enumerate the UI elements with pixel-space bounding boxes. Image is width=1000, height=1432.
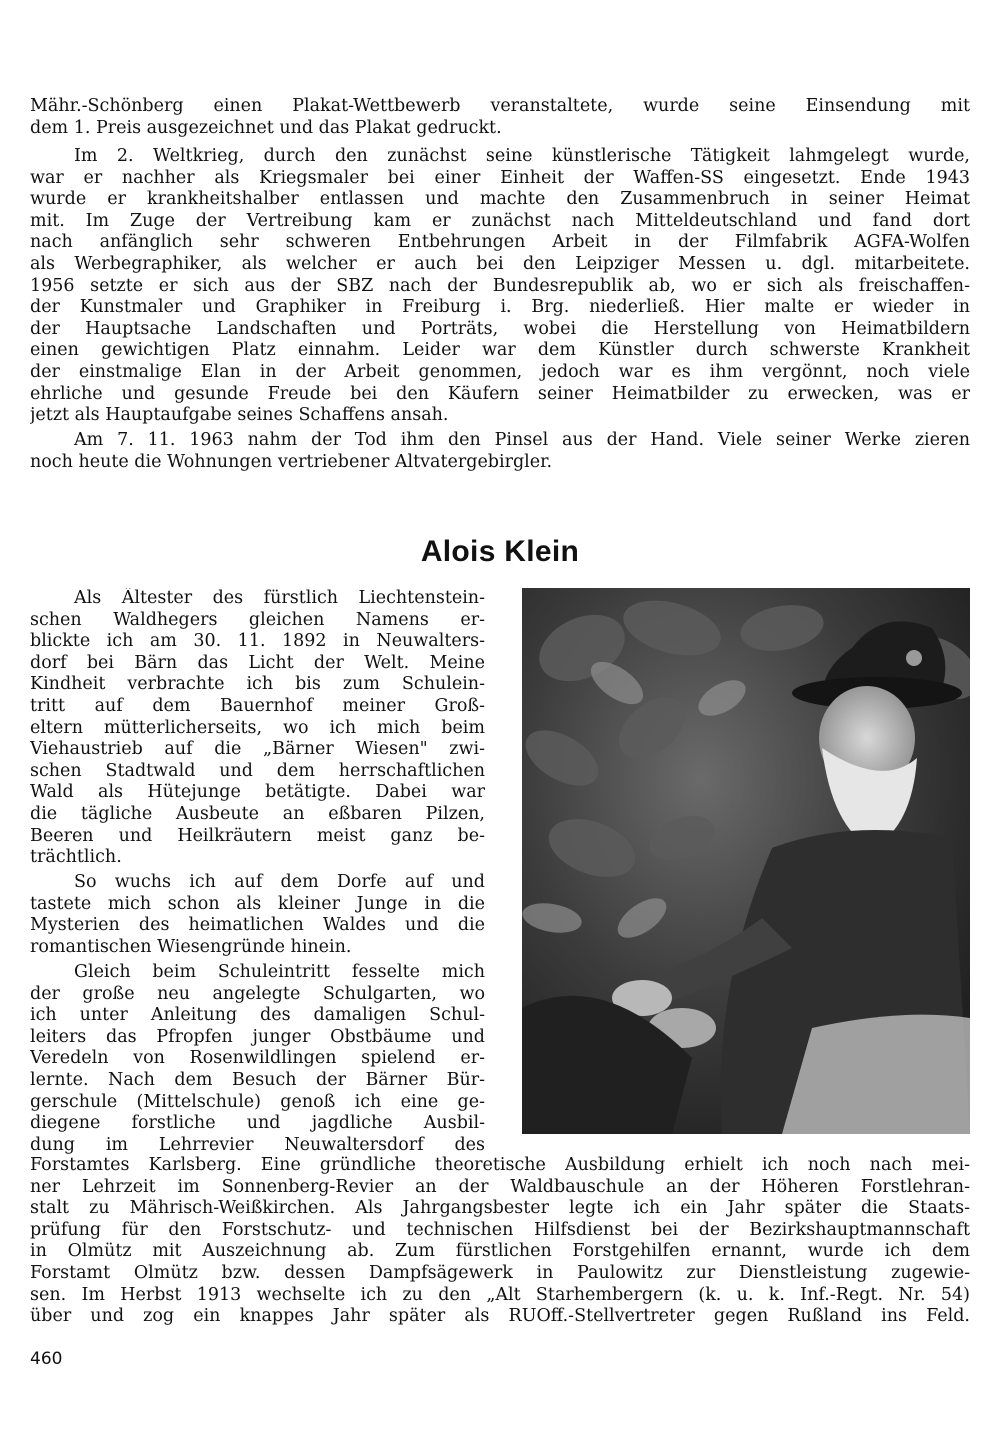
portrait-photo (522, 588, 970, 1134)
text-line: tritt auf dem Bauernhof meiner Groß- (30, 695, 485, 716)
text-line: der große neu angelegte Schulgarten, wo (30, 983, 485, 1004)
text-line: sen. Im Herbst 1913 wechselte ich zu den „Alt Starhembergern (k. u. k. Inf.-Regt. Nr. 54) (30, 1284, 970, 1305)
text-line: ehrliche und gesunde Freude bei den Käufern seiner Heimatbilder zu erwecken, was er (30, 383, 970, 404)
intro-paragraph-3 (30, 430, 970, 473)
text-line: Im 2. Weltkrieg, durch den zunächst seine künstlerische Tätigkeit lahmgelegt wurde, (74, 146, 970, 166)
text-line: Kindheit verbrachte ich bis zum Schulein- (30, 674, 485, 695)
intro-paragraph-1 (30, 96, 970, 139)
text-line: prüfung für den Forstschutz- und technischen Hilfsdienst bei der Bezirkshauptmannschaft (30, 1219, 970, 1240)
text-line: Forstamtes Karlsberg. Eine gründliche theoretische Ausbildung erhielt ich noch nach mei- (30, 1155, 970, 1175)
text-line: schen Stadtwald und dem herrschaftlichen (30, 760, 485, 781)
text-line: der einstmalige Elan in der Arbeit genommen, jedoch war es ihm vergönnt, noch viele (30, 361, 970, 382)
text-line: eltern mütterlicherseits, wo ich mich beim (30, 717, 485, 738)
intro-paragraph-2 (30, 146, 970, 427)
text-line: schen Waldhegers gleichen Namens er- (30, 609, 485, 630)
column-paragraph-1 (30, 588, 485, 869)
full-width-paragraph (30, 1155, 970, 1328)
column-paragraph-3 (30, 962, 485, 1156)
text-line: als Werbegraphiker, als welcher er auch bei den Leipziger Messen u. dgl. mitarbeitete. (30, 253, 970, 274)
text-line: gerschule (Mittelschule) genoß ich eine ge- (30, 1091, 485, 1112)
text-line: romantischen Wiesengründe hinein. (30, 936, 352, 957)
text-line: blickte ich am 30. 11. 1892 in Neuwalters- (30, 631, 485, 652)
text-line: diegene forstliche und jagdliche Ausbil- (30, 1113, 485, 1134)
text-line: Mysterien des heimatlichen Waldes und die (30, 915, 485, 936)
text-line: der Hauptsache Landschaften und Porträts, wobei die Herstellung von Heimatbildern (30, 318, 970, 339)
text-line: Forstamt Olmütz bzw. dessen Dampfsägewerk in Paulowitz zur Dienstleistung zugewie- (30, 1262, 970, 1283)
text-line: Veredeln von Rosenwildlingen spielend er- (30, 1048, 485, 1069)
text-line: dung im Lehrrevier Neuwaltersdorf des (30, 1134, 485, 1155)
text-line: wurde er krankheitshalber entlassen und machte den Zusammenbruch in seiner Heimat (30, 189, 970, 210)
text-line: Gleich beim Schuleintritt fesselte mich (74, 962, 485, 982)
text-line: tastete mich schon als kleiner Junge in die (30, 893, 485, 914)
text-line: über und zog ein knappes Jahr später als RUOff.-Stellvertreter gegen Rußland ins Feld. (30, 1306, 970, 1327)
text-line: ner Lehrzeit im Sonnenberg-Revier an der Waldbauschule an der Höheren Forstlehran- (30, 1176, 970, 1197)
text-line: lernte. Nach dem Besuch der Bärner Bür- (30, 1069, 485, 1090)
page-number: 460 (30, 1349, 63, 1369)
text-line: Viehaustrieb auf die „Bärner Wiesen" zwi- (30, 739, 485, 760)
text-line: Am 7. 11. 1963 nahm der Tod ihm den Pinsel aus der Hand. Viele seiner Werke zieren (74, 430, 970, 450)
text-line: dem 1. Preis ausgezeichnet und das Plakat gedruckt. (30, 117, 502, 138)
text-line: nach anfänglich sehr schweren Entbehrungen Arbeit in der Filmfabrik AGFA-Wolfen (30, 232, 970, 253)
text-line: Als Ältester des fürstlich Liechtenstein- (74, 588, 485, 608)
section-heading: Alois Klein (420, 535, 580, 568)
text-line: in Olmütz mit Auszeichnung ab. Zum fürstlichen Forstgehilfen ernannt, wurde ich dem (30, 1241, 970, 1262)
text-line: noch heute die Wohnungen vertriebener Altvatergebirgler. (30, 451, 553, 472)
text-line: leiters das Pfropfen junger Obstbäume und (30, 1026, 485, 1047)
text-line: jetzt als Hauptaufgabe seines Schaffens ansah. (30, 405, 449, 426)
portrait-photo-drawing (522, 588, 970, 1134)
text-line: Beeren und Heilkräutern meist ganz be- (30, 825, 485, 846)
text-line: ich unter Anleitung des damaligen Schul- (30, 1005, 485, 1026)
text-line: Wald als Hütejunge betätigte. Dabei war (30, 782, 485, 803)
text-line: einen gewichtigen Platz einnahm. Leider war dem Künstler durch schwerste Krankheit (30, 340, 970, 361)
text-line: stalt zu Mährisch-Weißkirchen. Als Jahrgangsbester legte ich ein Jahr später die Staats- (30, 1198, 970, 1219)
text-line: die tägliche Ausbeute an eßbaren Pilzen, (30, 803, 485, 824)
text-line: mit. Im Zuge der Vertreibung kam er zunächst nach Mitteldeutschland und fand dort (30, 210, 970, 231)
text-line: dorf bei Bärn das Licht der Welt. Meine (30, 652, 485, 673)
text-line: 1956 setzte er sich aus der SBZ nach der Bundesrepublik ab, wo er sich als freischaffen- (30, 275, 970, 296)
text-line: Mähr.-Schönberg einen Plakat-Wettbewerb veranstaltete, wurde seine Einsendung mit (30, 96, 970, 116)
text-line: So wuchs ich auf dem Dorfe auf und (74, 872, 485, 892)
column-paragraph-2 (30, 872, 485, 958)
text-line: war er nachher als Kriegsmaler bei einer Einheit der Waffen-SS eingesetzt. Ende 1943 (30, 167, 970, 188)
text-line: der Kunstmaler und Graphiker in Freiburg i. Brg. niederließ. Hier malte er wieder in (30, 297, 970, 318)
text-line: trächtlich. (30, 847, 122, 868)
